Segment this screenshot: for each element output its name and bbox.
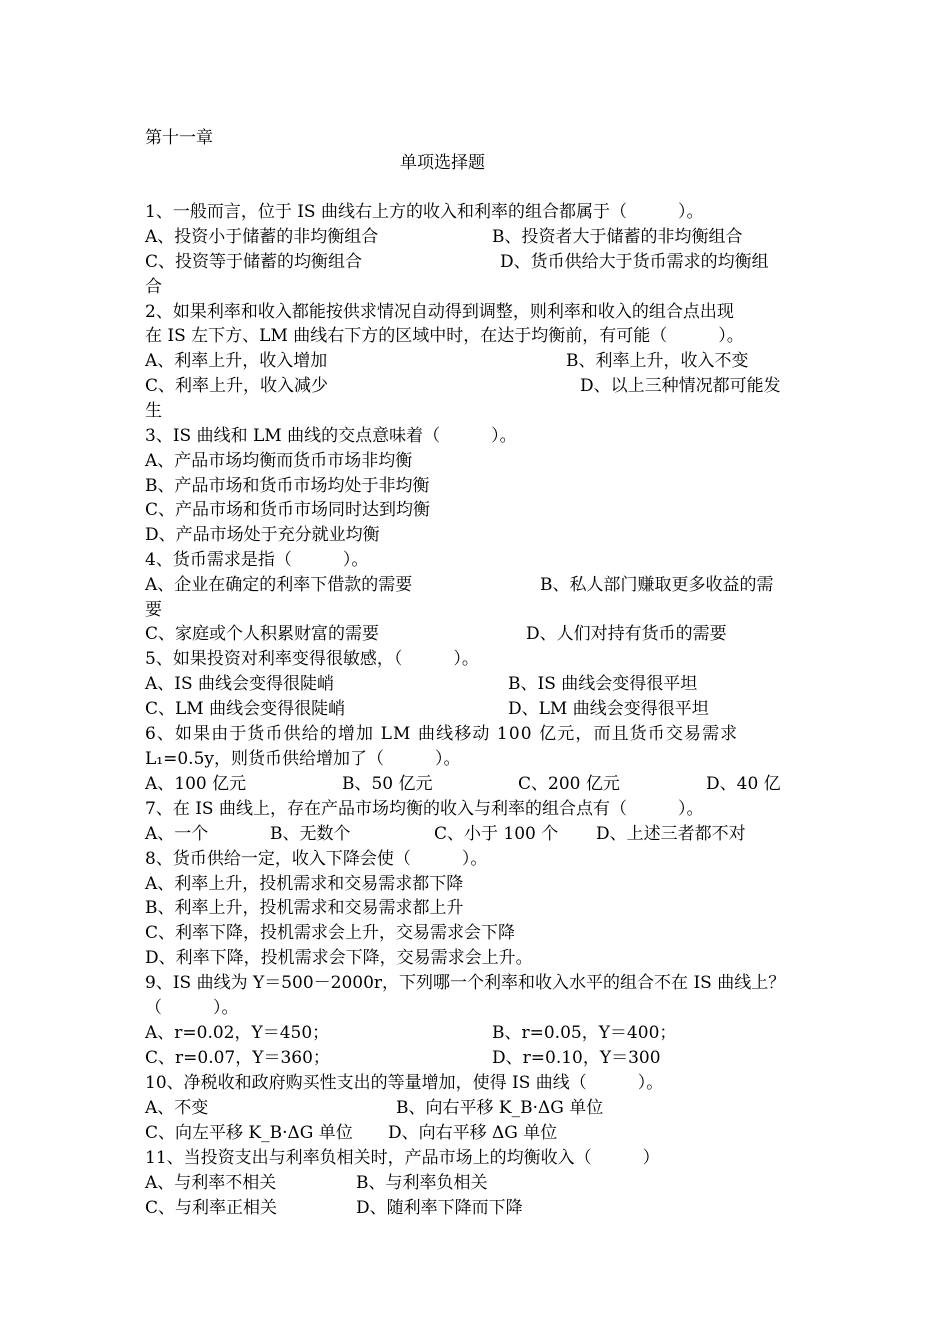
- option-c: C、家庭或个人积累财富的需要: [145, 624, 380, 644]
- option-a: A、企业在确定的利率下借款的需要: [145, 575, 413, 595]
- question-2: 2、如果利率和收入都能按供求情况自动得到调整，则利率和收入的组合点出现: [145, 302, 734, 322]
- option-d: D、随利率下降而下降: [356, 1198, 523, 1218]
- option-a: A、投资小于储蓄的非均衡组合: [145, 227, 379, 247]
- option-c: C、200 亿元: [518, 774, 620, 794]
- option-b: B、IS 曲线会变得很平坦: [508, 674, 698, 694]
- option-b: B、向右平移 K_B·ΔG 单位: [396, 1098, 604, 1118]
- option-a: A、产品市场均衡而货币市场非均衡: [145, 451, 413, 471]
- option-b: B、r=0.05，Y＝400；: [492, 1023, 677, 1043]
- question-7: 7、在 IS 曲线上，存在产品市场均衡的收入与利率的组合点有（ ）。: [145, 799, 704, 819]
- option-a: A、一个: [145, 824, 209, 844]
- chapter-heading: 第十一章: [145, 128, 213, 148]
- option-d: D、以上三种情况都可能发: [580, 376, 781, 396]
- option-d: D、利率下降，投机需求会下降，交易需求会上升。: [145, 948, 533, 968]
- question-2-cont: 在 IS 左下方、LM 曲线右下方的区域中时，在达于均衡前，有可能（ ）。: [145, 326, 744, 346]
- option-b: B、无数个: [270, 824, 351, 844]
- option-a: A、IS 曲线会变得很陡峭: [145, 674, 335, 694]
- question-8: 8、货币供给一定，收入下降会使（ ）。: [145, 849, 488, 869]
- option-a: A、利率上升，收入增加: [145, 351, 328, 371]
- option-a: A、100 亿元: [145, 774, 247, 794]
- option-d: D、人们对持有货币的需要: [526, 624, 727, 644]
- question-6: 6、如果由于货币供给的增加 LM 曲线移动 100 亿元，而且货币交易需求: [145, 724, 739, 744]
- option-a: A、与利率不相关: [145, 1173, 277, 1193]
- option-a: A、r=0.02，Y＝450；: [145, 1023, 330, 1043]
- option-d: D、向右平移 ΔG 单位: [388, 1123, 558, 1143]
- option-b: B、投资者大于储蓄的非均衡组合: [492, 227, 743, 247]
- option-continuation: 生: [145, 401, 162, 421]
- option-d: D、产品市场处于充分就业均衡: [145, 525, 380, 545]
- option-c: C、利率下降，投机需求会上升，交易需求会下降: [145, 923, 516, 943]
- option-d: D、r=0.10，Y＝300: [492, 1048, 661, 1068]
- option-b: B、产品市场和货币市场均处于非均衡: [145, 476, 430, 496]
- option-continuation: 合: [145, 277, 162, 297]
- option-d: D、上述三者都不对: [596, 824, 746, 844]
- question-4: 4、货币需求是指（ ）。: [145, 550, 369, 570]
- option-c: C、产品市场和货币市场同时达到均衡: [145, 500, 431, 520]
- option-continuation: 要: [145, 600, 162, 620]
- option-c: C、向左平移 K_B·ΔG 单位: [145, 1123, 353, 1143]
- option-d: D、LM 曲线会变得很平坦: [508, 699, 709, 719]
- question-6-cont: L₁=0.5y，则货币供给增加了（ ）。: [145, 749, 461, 769]
- question-9: 9、IS 曲线为 Y＝500－2000r，下列哪一个利率和收入水平的组合不在 IS 曲线上？: [145, 973, 786, 993]
- question-11: 11、当投资支出与利率负相关时，产品市场上的均衡收入（ ）: [145, 1148, 660, 1168]
- option-c: C、r=0.07，Y＝360；: [145, 1048, 330, 1068]
- option-b: B、私人部门赚取更多收益的需: [540, 575, 774, 595]
- option-c: C、LM 曲线会变得很陡峭: [145, 699, 346, 719]
- option-a: A、利率上升，投机需求和交易需求都下降: [145, 874, 464, 894]
- option-d: D、货币供给大于货币需求的均衡组: [500, 252, 769, 272]
- option-d: D、40 亿: [706, 774, 781, 794]
- option-b: B、利率上升，投机需求和交易需求都上升: [145, 898, 464, 918]
- option-c: C、投资等于储蓄的均衡组合: [145, 252, 363, 272]
- question-1: 1、一般而言，位于 IS 曲线右上方的收入和利率的组合都属于（ ）。: [145, 202, 704, 222]
- option-b: B、与利率负相关: [356, 1173, 488, 1193]
- option-c: C、小于 100 个: [434, 824, 559, 844]
- option-b: B、利率上升，收入不变: [566, 351, 749, 371]
- question-9-cont: （ ）。: [145, 998, 239, 1018]
- section-title: 单项选择题: [400, 153, 485, 173]
- question-5: 5、如果投资对利率变得很敏感，（ ）。: [145, 649, 479, 669]
- option-line: [145, 225, 378, 249]
- option-c: C、与利率正相关: [145, 1198, 278, 1218]
- question-3: 3、IS 曲线和 LM 曲线的交点意味着（ ）。: [145, 426, 517, 446]
- option-b: B、50 亿元: [342, 774, 433, 794]
- question-10: 10、净税收和政府购买性支出的等量增加，使得 IS 曲线（ ）。: [145, 1073, 664, 1093]
- option-c: C、利率上升，收入减少: [145, 376, 329, 396]
- option-a: A、不变: [145, 1098, 209, 1118]
